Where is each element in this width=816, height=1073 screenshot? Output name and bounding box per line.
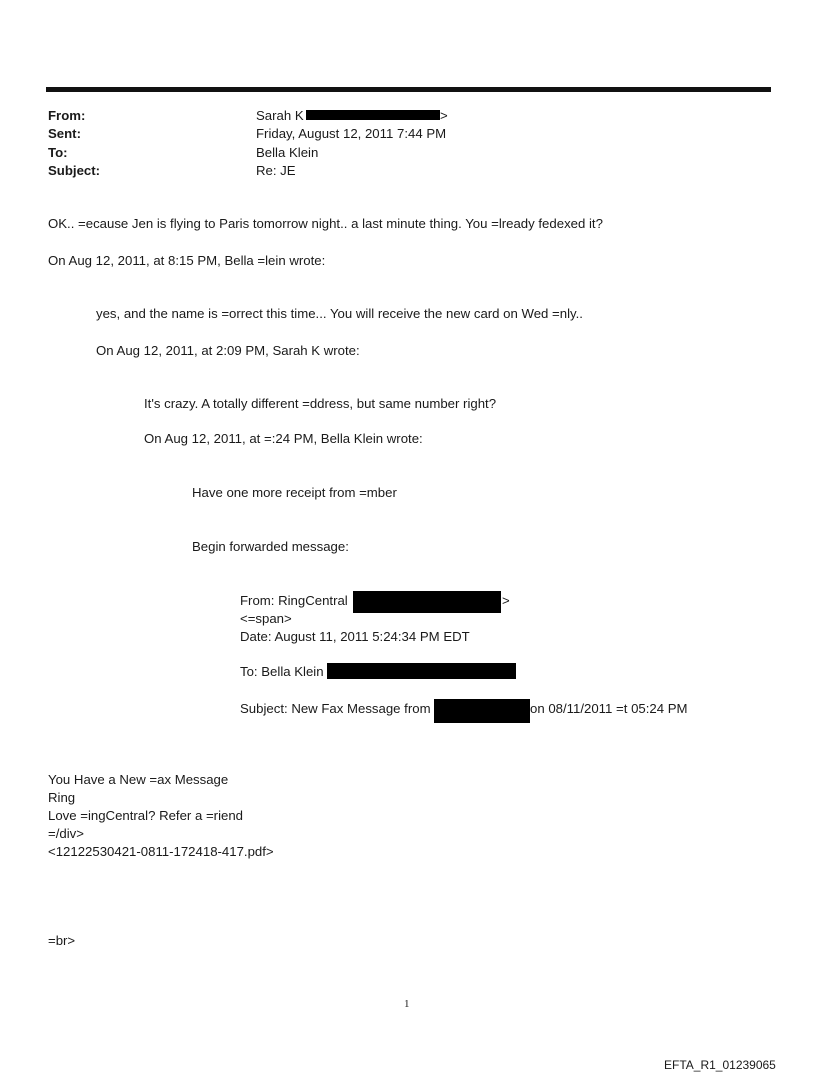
redaction-forwarded-to xyxy=(327,663,516,679)
header-rule xyxy=(46,87,771,92)
from-label: From: xyxy=(48,108,86,123)
footer-line-a: You Have a New =ax Message xyxy=(48,772,229,787)
sent-label: Sent: xyxy=(48,126,81,141)
forwarded-span: <=span> xyxy=(240,611,292,626)
forwarded-subject-prefix: Subject: New Fax Message from xyxy=(240,701,431,716)
footer-line-d: =/div> xyxy=(48,826,84,841)
br-line: =br> xyxy=(48,933,76,948)
document-id: EFTA_R1_01239065 xyxy=(664,1058,776,1072)
quote3-line-1: Have one more receipt from =mber xyxy=(192,485,397,500)
redaction-forwarded-subject xyxy=(434,699,530,723)
forwarded-date: Date: August 11, 2011 5:24:34 PM EDT xyxy=(240,629,470,644)
quote2-line-1: It's crazy. A totally different =ddress, but same number right? xyxy=(144,396,497,411)
redaction-forwarded-from xyxy=(353,591,501,613)
footer-line-b: Ring xyxy=(48,790,76,805)
quote1-line-2: On Aug 12, 2011, at 2:09 PM, Sarah K wrote: xyxy=(96,343,360,358)
forwarded-from-suffix: > xyxy=(502,593,510,608)
subject-value: Re: JE xyxy=(256,163,296,178)
quote2-line-2: On Aug 12, 2011, at =:24 PM, Bella Klein wrote: xyxy=(144,431,423,446)
footer-line-e: <12122530421-0811-172418-417.pdf> xyxy=(48,844,274,859)
from-suffix: > xyxy=(440,108,448,123)
page-number: 1 xyxy=(404,998,410,1010)
forwarded-subject-suffix: on 08/11/2011 =t 05:24 PM xyxy=(530,701,688,716)
forwarded-from: From: RingCentral xyxy=(240,593,348,608)
redaction-from-email xyxy=(306,110,440,120)
footer-line-c: Love =ingCentral? Refer a =riend xyxy=(48,808,244,823)
to-value: Bella Klein xyxy=(256,145,319,160)
quote3-line-2: Begin forwarded message: xyxy=(192,539,349,554)
body-line-1: OK.. =ecause Jen is flying to Paris tomorrow night.. a last minute thing. You =lready fedexed it? xyxy=(48,216,603,231)
sent-value: Friday, August 12, 2011 7:44 PM xyxy=(256,126,447,141)
from-value: Sarah K xyxy=(256,108,304,123)
body-line-2: On Aug 12, 2011, at 8:15 PM, Bella =lein wrote: xyxy=(48,253,326,268)
subject-label: Subject: xyxy=(48,163,101,178)
quote1-line-1: yes, and the name is =orrect this time... You will receive the new card on Wed =nly.. xyxy=(96,306,583,321)
to-label: To: xyxy=(48,145,68,160)
forwarded-to: To: Bella Klein xyxy=(240,664,324,679)
